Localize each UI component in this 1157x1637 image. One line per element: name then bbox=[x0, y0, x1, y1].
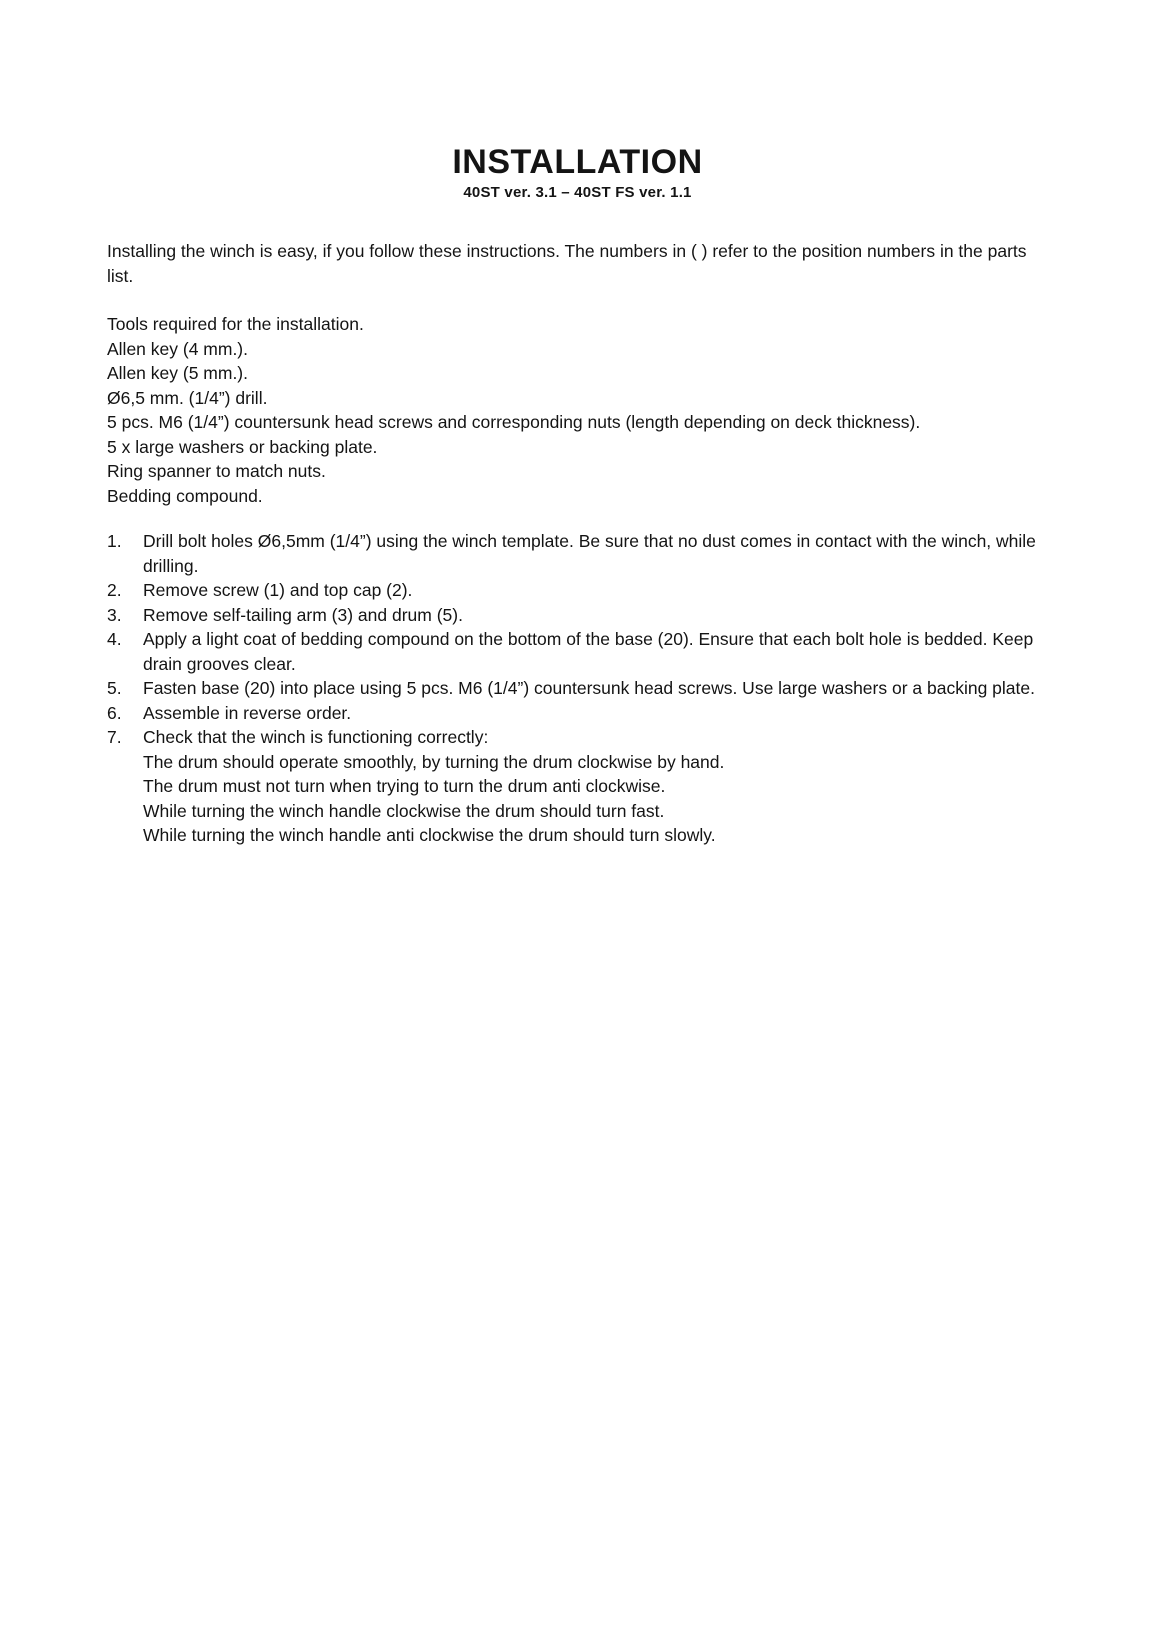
step-item bbox=[107, 676, 1048, 701]
step-subline: While turning the winch handle clockwise the drum should turn fast. bbox=[143, 800, 665, 821]
step-item bbox=[107, 725, 1048, 848]
step-text: Assemble in reverse order. bbox=[143, 702, 352, 723]
step-subline: While turning the winch handle anti clockwise the drum should turn slowly. bbox=[143, 825, 716, 846]
document-page bbox=[0, 0, 1048, 848]
step-item bbox=[107, 627, 1048, 676]
step-item bbox=[107, 529, 1048, 578]
step-text: Fasten base (20) into place using 5 pcs. M6 (1/4”) countersunk head screws. Use large washers or a backing plate. bbox=[143, 678, 1035, 699]
tools-item: Allen key (5 mm.). bbox=[107, 363, 248, 384]
tools-item: 5 pcs. M6 (1/4”) countersunk head screws and corresponding nuts (length depending on deck thickness). bbox=[107, 412, 921, 433]
step-number: 3. bbox=[107, 604, 122, 625]
intro-paragraph: Installing the winch is easy, if you follow these instructions. The numbers in ( ) refer to the position numbers in the parts list. bbox=[107, 241, 1027, 286]
tools-section bbox=[107, 312, 1048, 508]
step-text: Remove self-tailing arm (3) and drum (5). bbox=[143, 604, 463, 625]
step-number: 6. bbox=[107, 702, 122, 723]
step-body bbox=[143, 725, 1048, 848]
step-subline: The drum should operate smoothly, by turning the drum clockwise by hand. bbox=[143, 751, 725, 772]
step-number: 2. bbox=[107, 580, 122, 601]
page-subtitle: 40ST ver. 3.1 – 40ST FS ver. 1.1 bbox=[463, 184, 692, 202]
step-item bbox=[107, 578, 1048, 603]
step-subline: The drum must not turn when trying to turn the drum anti clockwise. bbox=[143, 776, 666, 797]
step-number: 4. bbox=[107, 629, 122, 650]
step-text: Drill bolt holes Ø6,5mm (1/4”) using the winch template. Be sure that no dust comes in contact with the winch, while drilling. bbox=[143, 531, 1036, 576]
tools-item: Bedding compound. bbox=[107, 485, 263, 506]
tools-heading: Tools required for the installation. bbox=[107, 314, 364, 335]
step-number: 5. bbox=[107, 678, 122, 699]
step-number: 7. bbox=[107, 727, 122, 748]
step-item bbox=[107, 603, 1048, 628]
page-title: INSTALLATION bbox=[452, 143, 703, 181]
tools-item: Ring spanner to match nuts. bbox=[107, 461, 326, 482]
steps-list bbox=[107, 529, 1048, 848]
tools-item: Ø6,5 mm. (1/4”) drill. bbox=[107, 387, 268, 408]
step-text: Remove screw (1) and top cap (2). bbox=[143, 580, 413, 601]
step-text: Check that the winch is functioning correctly: bbox=[143, 727, 489, 748]
step-number: 1. bbox=[107, 531, 122, 552]
step-text: Apply a light coat of bedding compound on the bottom of the base (20). Ensure that each bolt hole is bedded. Keep drain grooves clear. bbox=[143, 629, 1034, 674]
step-item bbox=[107, 701, 1048, 726]
tools-item: Allen key (4 mm.). bbox=[107, 338, 248, 359]
tools-item: 5 x large washers or backing plate. bbox=[107, 436, 378, 457]
